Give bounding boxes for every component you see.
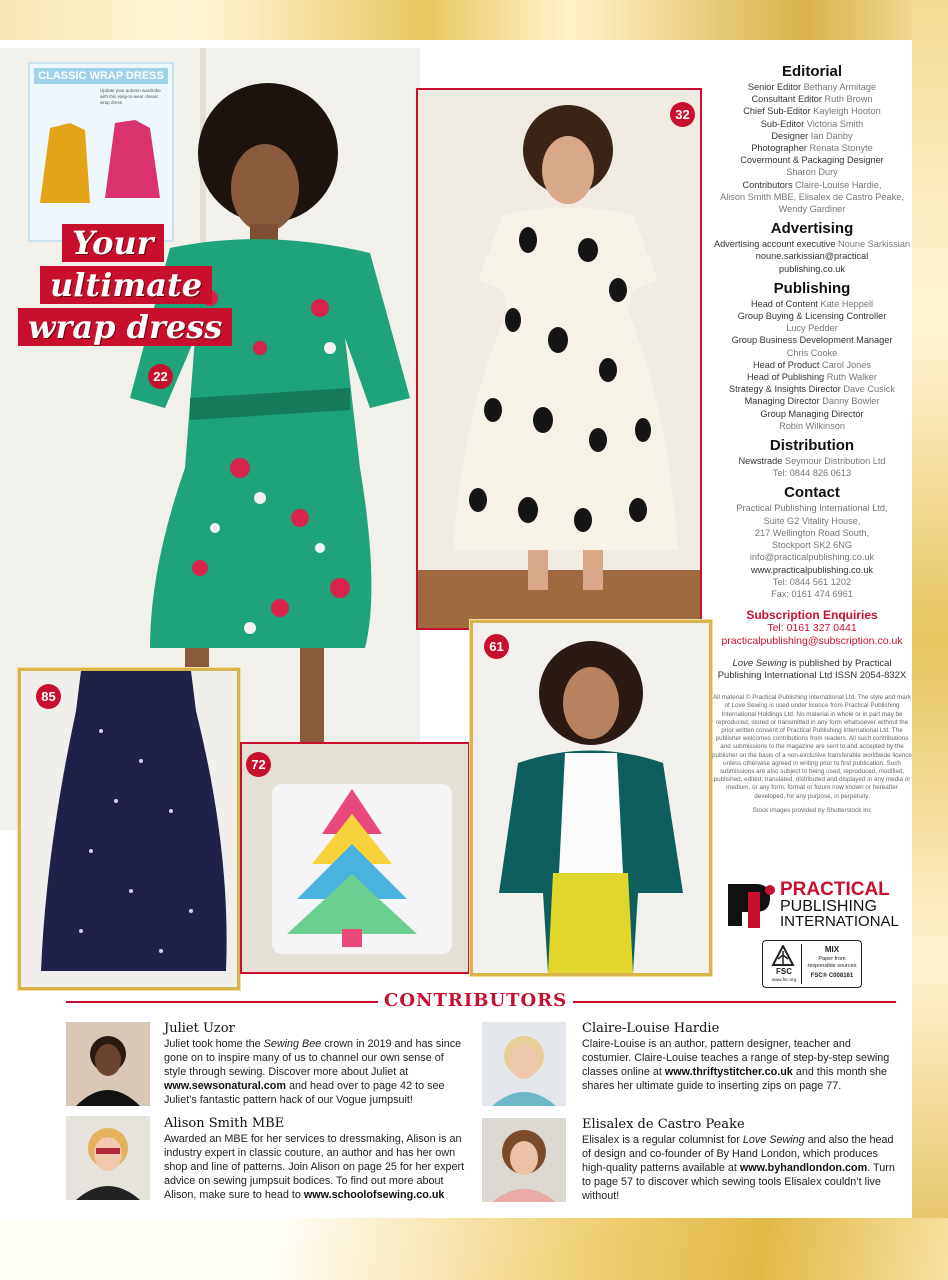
- publishing-line: Group Buying & Licensing Controller: [737, 311, 887, 322]
- publishing-heading: Publishing: [773, 279, 851, 297]
- publishing-name: Lucy Pedder: [786, 323, 838, 334]
- publishing-name: Chris Cooke: [786, 347, 838, 358]
- contributor-name-juliet: Juliet Uzor: [164, 1021, 235, 1036]
- editorial-line: Chief Sub-Editor Kayleigh Hooton: [743, 106, 881, 117]
- page-badge-polka-dress: 32: [670, 102, 695, 127]
- skirt-illustration: [21, 671, 237, 987]
- gold-confetti-top: [0, 0, 948, 40]
- contact-line: 217 Wellington Road South,: [754, 527, 870, 538]
- contact-heading: Contact: [784, 484, 840, 502]
- contributors-heading: CONTRIBUTORS: [378, 988, 573, 1014]
- publishing-name: Robin Wilkinson: [779, 420, 845, 431]
- advertising-heading: Advertising: [770, 220, 854, 238]
- contributor-name-alison: Alison Smith MBE: [164, 1116, 285, 1131]
- contact-email[interactable]: info@practicalpublishing.co.uk: [749, 552, 875, 563]
- avatar-alison: [66, 1116, 150, 1200]
- publishing-line: Group Managing Director: [760, 408, 864, 419]
- contributor-bio-claire: Claire-Louise is an author, pattern designer, teacher and costumier. Claire-Louise teaches a range of step-by-step sewing classes online at www.thriftystitcher.co.uk and this month she shares her ultimate guide to inserting zips on page 77.: [582, 1038, 890, 1092]
- jacket-illustration: [473, 623, 709, 973]
- practical-publishing-logo: [726, 880, 906, 932]
- pp-logo-line-2: PUBLISHING: [780, 898, 877, 915]
- contact-line: Stockport SK2 6NG: [771, 540, 853, 551]
- avatar-elisalex: [482, 1118, 566, 1202]
- link-sewsonatural[interactable]: www.sewsonatural.com: [164, 1080, 286, 1092]
- cushion-illustration: [242, 744, 468, 972]
- contact-tel: Tel: 0844 561 1202: [772, 576, 852, 587]
- fsc-url: www.fsc.org: [771, 977, 797, 982]
- pattern-card-title: CLASSIC WRAP DRESS: [34, 68, 168, 84]
- contributor-name-elisalex: Elisalex de Castro Peake: [582, 1117, 745, 1132]
- jacket-photo: [470, 620, 712, 976]
- contact-line: Practical Publishing International Ltd,: [736, 503, 888, 514]
- editorial-line: Photographer Renata Stonyte: [751, 143, 873, 154]
- contributors-names: Alison Smith MBE, Elisalex de Castro Peake,: [720, 191, 904, 202]
- contributors-names: Wendy Gardiner: [778, 204, 846, 215]
- masthead: [712, 58, 912, 815]
- subscription-tel: Tel: 0161 327 0441: [767, 622, 857, 635]
- polka-dress-illustration: [418, 90, 700, 628]
- cover-designer-name: Sharon Dury: [786, 167, 838, 178]
- fsc-logo: [762, 940, 862, 988]
- distribution-heading: Distribution: [769, 437, 855, 455]
- cushion-photo: [240, 742, 470, 974]
- fsc-label: FSC: [776, 967, 792, 976]
- editorial-line: Designer Ian Danby: [771, 130, 853, 141]
- cover-designer-role: Covermount & Packaging Designer: [740, 155, 884, 166]
- legal-notice: All material © Practical Publishing International Ltd. The style and mark of Love Sewing is used under licence from Practical Publishing International Holdings Ltd. No material in whole or in part may be reproduced, stored or transmitted in any form whatsoever without the prior written consent of Practical Publishing International Ltd. The publisher welcomes contributions from readers. All such contributions and submissions to the magazine are sent to and accepted by the publisher on the basis of a non-exclusive transferable worldwide licence unless otherwise agreed in writing prior to first publication. Such submissions are also subject to being used, reproduced, modified, published, edited, translated, distributed and displayed in any media or medium, or any form, format or forum now known or hereafter developed, for any purpose, in perpetuity.: [712, 694, 912, 800]
- contributor-name-claire: Claire-Louise Hardie: [582, 1021, 720, 1036]
- fsc-text: responsible sources: [807, 963, 857, 969]
- distribution-line: Newstrade Seymour Distribution Ltd: [738, 456, 886, 467]
- pp-logo-line-1: PRACTICAL: [780, 879, 890, 900]
- contributor-bio-juliet: Juliet took home the Sewing Bee crown in 2019 and has since gone on to inspire many of us to channel our own sense of style through sewing. Discover more about Juliet at www.sewsonatural.com and head over to page 42 to see Juliet’s fantastic pattern hack of our Vogue jumpsuit!: [164, 1038, 462, 1106]
- stock-credit: Stock images provided by Shutterstock Inc: [752, 806, 872, 814]
- fsc-text: Paper from: [818, 956, 846, 962]
- publishing-line: Strategy & Insights Director Dave Cusick: [729, 384, 895, 395]
- headline-line-2: ultimate: [40, 266, 212, 304]
- fsc-mix: MIX: [824, 945, 840, 954]
- fsc-code: FSC® C008161: [810, 973, 854, 979]
- contact-website[interactable]: www.practicalpublishing.co.uk: [750, 564, 874, 575]
- link-byhandlondon[interactable]: www.byhandlondon.com: [739, 1162, 868, 1174]
- editorial-line: Sub-Editor Victoria Smith: [760, 118, 864, 129]
- pattern-card: [28, 62, 174, 242]
- editorial-line: Senior Editor Bethany Armitage: [747, 82, 877, 92]
- editorial-line: Consultant Editor Ruth Brown: [751, 94, 873, 105]
- advertising-line: Advertising account executive Noune Sarkissian: [713, 239, 911, 250]
- subscription-email[interactable]: practicalpublishing@subscription.co.uk: [721, 635, 903, 648]
- avatar-claire: [482, 1022, 566, 1106]
- publisher-note: Love Sewing is published by Practical Publishing International Ltd ISSN 2054-832X: [717, 658, 907, 682]
- pp-logo-icon: [726, 880, 780, 930]
- pattern-sketch: [30, 108, 170, 218]
- page-badge-jacket: 61: [484, 634, 509, 659]
- editorial-heading: Editorial: [781, 63, 842, 80]
- link-thriftystitcher[interactable]: www.thriftystitcher.co.uk: [664, 1066, 793, 1078]
- gold-confetti-bottom: [0, 1218, 948, 1280]
- pp-logo-line-3: INTERNATIONAL: [780, 913, 899, 930]
- fsc-tree-icon: [771, 945, 795, 967]
- advertising-email[interactable]: noune.sarkissian@practical: [755, 251, 869, 262]
- polka-dress-photo: [416, 88, 702, 630]
- link-schoolofsewing[interactable]: www.schoolofsewing.co.uk: [303, 1189, 445, 1201]
- contributor-bio-alison: Awarded an MBE for her services to dressmaking, Alison is an industry expert in classic couture, an author and has her own shop and line of patterns. Join Alison on page 25 for her expert advice on sewing jumpsuit bodices. To find out more about Alison, make sure to head to www.schoolofsewing.co.uk: [164, 1133, 465, 1201]
- contact-line: Suite G2 Vitality House,: [763, 515, 861, 526]
- advertising-email[interactable]: publishing.co.uk: [779, 263, 845, 274]
- publishing-line: Head of Product Carol Jones: [753, 359, 871, 370]
- headline-line-3: wrap dress: [18, 308, 232, 346]
- contact-fax: Fax: 0161 474 6961: [771, 588, 853, 599]
- publishing-line: Group Business Development Manager: [731, 335, 893, 346]
- distribution-tel: Tel: 0844 826 0613: [772, 468, 852, 479]
- page-badge-wrap-dress: 22: [148, 364, 173, 389]
- publishing-line: Head of Content Kate Heppell: [750, 298, 874, 309]
- avatar-juliet: [66, 1022, 150, 1106]
- page-badge-skirt: 85: [36, 684, 61, 709]
- gold-confetti-right: [912, 0, 948, 1280]
- contributor-bio-elisalex: Elisalex is a regular columnist for Love Sewing and also the head of design and co-founder of By Hand London, which produces high-quality patterns available at www.byhandlondon.com. Turn to page 57 to discover which sewing tools Elisalex couldn’t live without!: [582, 1134, 895, 1202]
- subscription-heading: Subscription Enquiries: [746, 608, 878, 623]
- contributors-line: Contributors Claire-Louise Hardie,: [742, 179, 882, 190]
- skirt-photo: [18, 668, 240, 990]
- headline-line-1: Your: [62, 224, 164, 262]
- publishing-line: Managing Director Danny Bowler: [744, 396, 880, 407]
- page-badge-cushion: 72: [246, 752, 271, 777]
- pattern-card-text: Update your autumn wardrobe with this easy-to-wear classic wrap dress: [100, 88, 161, 105]
- publishing-line: Head of Publishing Ruth Walker: [747, 372, 877, 383]
